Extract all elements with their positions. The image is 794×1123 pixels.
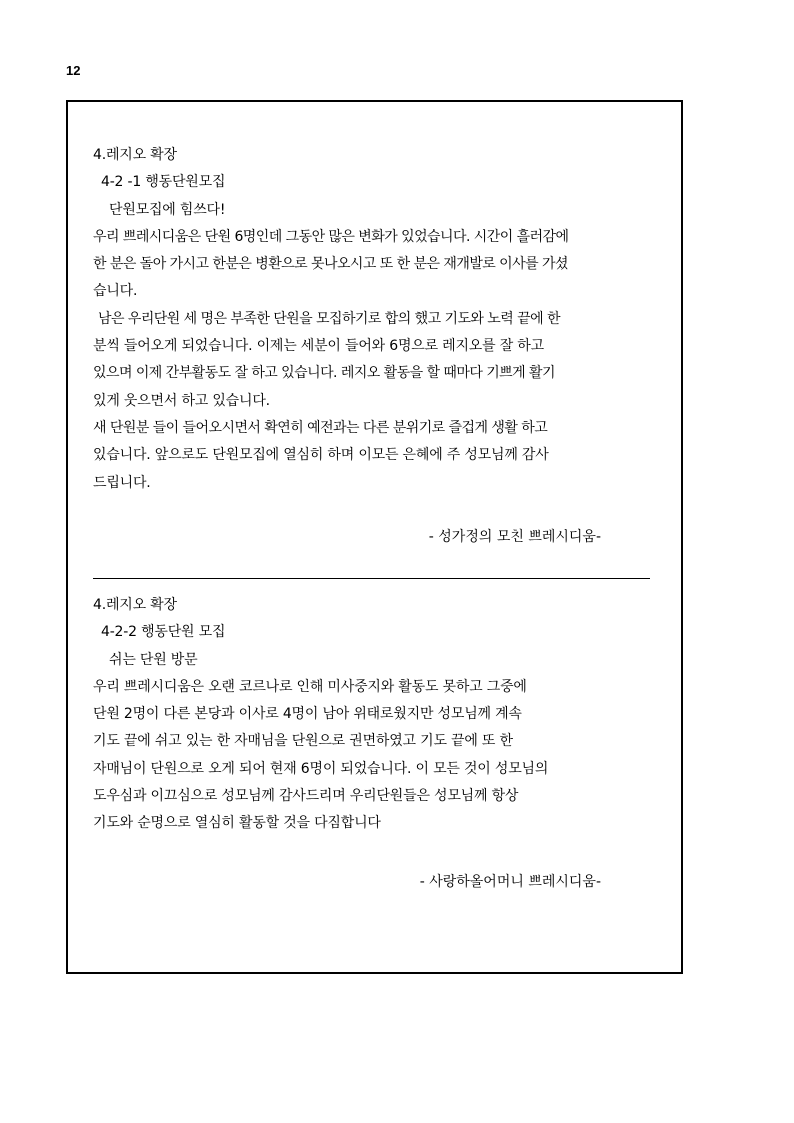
signature-second: - 사랑하올어머니 쁘레시디움-	[419, 874, 601, 890]
body-line: 자매님이 단원으로 오게 되어 현재 6명이 되었습니다. 이 모든 것이 성모님의	[93, 760, 549, 777]
section-recruitment	[93, 142, 673, 497]
body-line: 한 분은 돌아 가시고 한분은 병환으로 못나오시고 또 한 분은 재개발로 이사를 가셨	[93, 256, 568, 273]
body-line: 우리 쁘레시디움은 단원 6명인데 그동안 많은 변화가 있었습니다. 시간이 흘러감에	[93, 228, 569, 245]
body-line: 있게 웃으면서 하고 있습니다.	[93, 392, 270, 409]
section-title: 단원모집에 힘쓰다!	[109, 201, 226, 218]
signature-first: - 성가정의 모친 쁘레시디움-	[428, 529, 601, 545]
content-frame	[66, 100, 683, 974]
section-subheading: 4-2-2 행동단원 모집	[101, 624, 226, 641]
section-divider	[93, 578, 650, 579]
section-title: 쉬는 단원 방문	[109, 651, 198, 668]
body-line: 남은 우리단원 세 명은 부족한 단원을 모집하기로 합의 했고 기도와 노력 끝에 한	[98, 310, 560, 327]
body-line: 있습니다. 앞으로도 단원모집에 열심히 하며 이모든 은혜에 주 성모님께 감사	[93, 447, 549, 464]
section-subheading: 4-2 -1 행동단원모집	[101, 174, 226, 191]
body-line: 분씩 들어오게 되었습니다. 이제는 세분이 들어와 6명으로 레지오를 잘 하고	[93, 338, 544, 355]
body-line: 도우심과 이끄심으로 성모님께 감사드리며 우리단원들은 성모님께 항상	[93, 788, 519, 805]
page-number: 12	[66, 63, 81, 78]
body-line: 있으며 이제 간부활동도 잘 하고 있습니다. 레지오 활동을 할 때마다 기쁘게 활기	[93, 365, 555, 382]
body-line: 단원 2명이 다른 본당과 이사로 4명이 남아 위태로웠지만 성모님께 계속	[93, 706, 522, 723]
body-line: 습니다.	[93, 283, 138, 300]
body-line: 드립니다.	[93, 474, 151, 491]
section-visit	[93, 592, 673, 838]
body-line: 새 단원분 들이 들어오시면서 확연히 예전과는 다른 분위기로 즐겁게 생활 하고	[93, 419, 548, 436]
section-heading: 4.레지오 확장	[93, 147, 177, 163]
body-line: 기도와 순명으로 열심히 활동할 것을 다짐합니다	[93, 815, 381, 832]
body-line: 우리 쁘레시디움은 오랜 코르나로 인해 미사중지와 활동도 못하고 그중에	[93, 678, 527, 695]
body-line: 기도 끝에 쉬고 있는 한 자매님을 단원으로 권면하였고 기도 끝에 또 한	[93, 733, 513, 750]
section-heading: 4.레지오 확장	[93, 597, 177, 613]
